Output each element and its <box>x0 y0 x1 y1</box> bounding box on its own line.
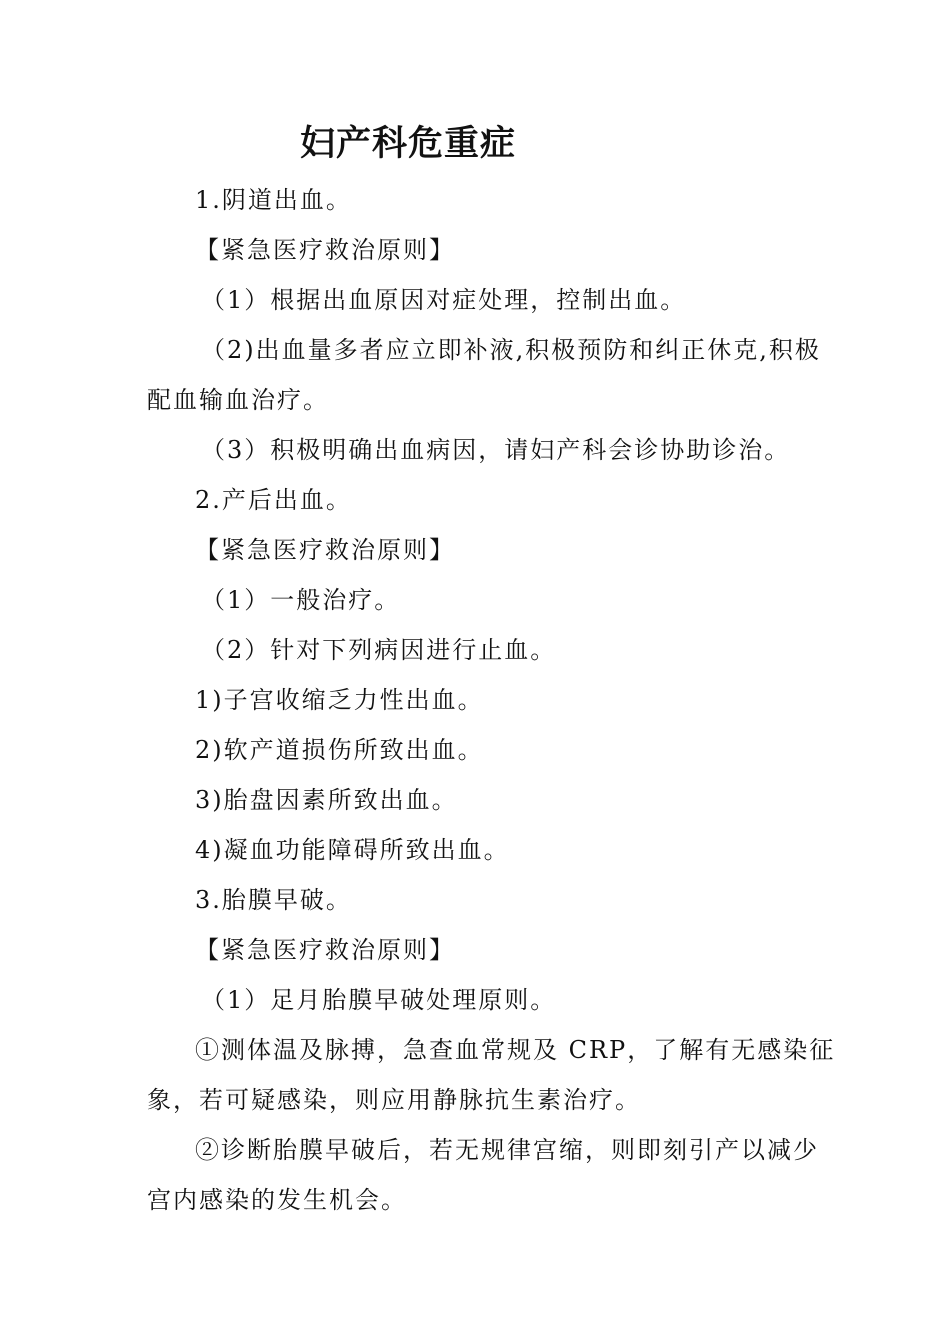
paragraph-line: （2)出血量多者应立即补液,积极预防和纠正休克,积极 <box>201 336 821 364</box>
paragraph-line: 象，若可疑感染，则应用静脉抗生素治疗。 <box>147 1086 641 1114</box>
paragraph-line: ②诊断胎膜早破后，若无规律宫缩，则即刻引产以减少 <box>195 1136 819 1164</box>
list-item: 3)胎盘因素所致出血。 <box>195 786 458 814</box>
principle-heading: 【紧急医疗救治原则】 <box>195 536 455 564</box>
section-heading-prom: 3.胎膜早破。 <box>195 886 352 914</box>
document-title: 妇产科危重症 <box>300 123 517 164</box>
paragraph-line: ①测体温及脉搏，急查血常规及 CRP，了解有无感染征 <box>195 1036 836 1064</box>
paragraph-line: （3）积极明确出血病因，请妇产科会诊协助诊治。 <box>201 436 791 464</box>
list-item: 1)子宫收缩乏力性出血。 <box>195 686 484 714</box>
paragraph-line: （1）一般治疗。 <box>201 586 401 614</box>
section-heading-vaginal-bleeding: 1.阴道出血。 <box>195 186 352 214</box>
list-item: 4)凝血功能障碍所致出血。 <box>195 836 510 864</box>
principle-heading: 【紧急医疗救治原则】 <box>195 236 455 264</box>
paragraph-line: （1）根据出血原因对症处理，控制出血。 <box>201 286 687 314</box>
principle-heading: 【紧急医疗救治原则】 <box>195 936 455 964</box>
paragraph-line: （1）足月胎膜早破处理原则。 <box>201 986 557 1014</box>
paragraph-line: 宫内感染的发生机会。 <box>147 1186 407 1214</box>
section-heading-postpartum-hemorrhage: 2.产后出血。 <box>195 486 352 514</box>
paragraph-line: 配血输血治疗。 <box>147 386 329 414</box>
list-item: 2)软产道损伤所致出血。 <box>195 736 484 764</box>
paragraph-line: （2）针对下列病因进行止血。 <box>201 636 557 664</box>
